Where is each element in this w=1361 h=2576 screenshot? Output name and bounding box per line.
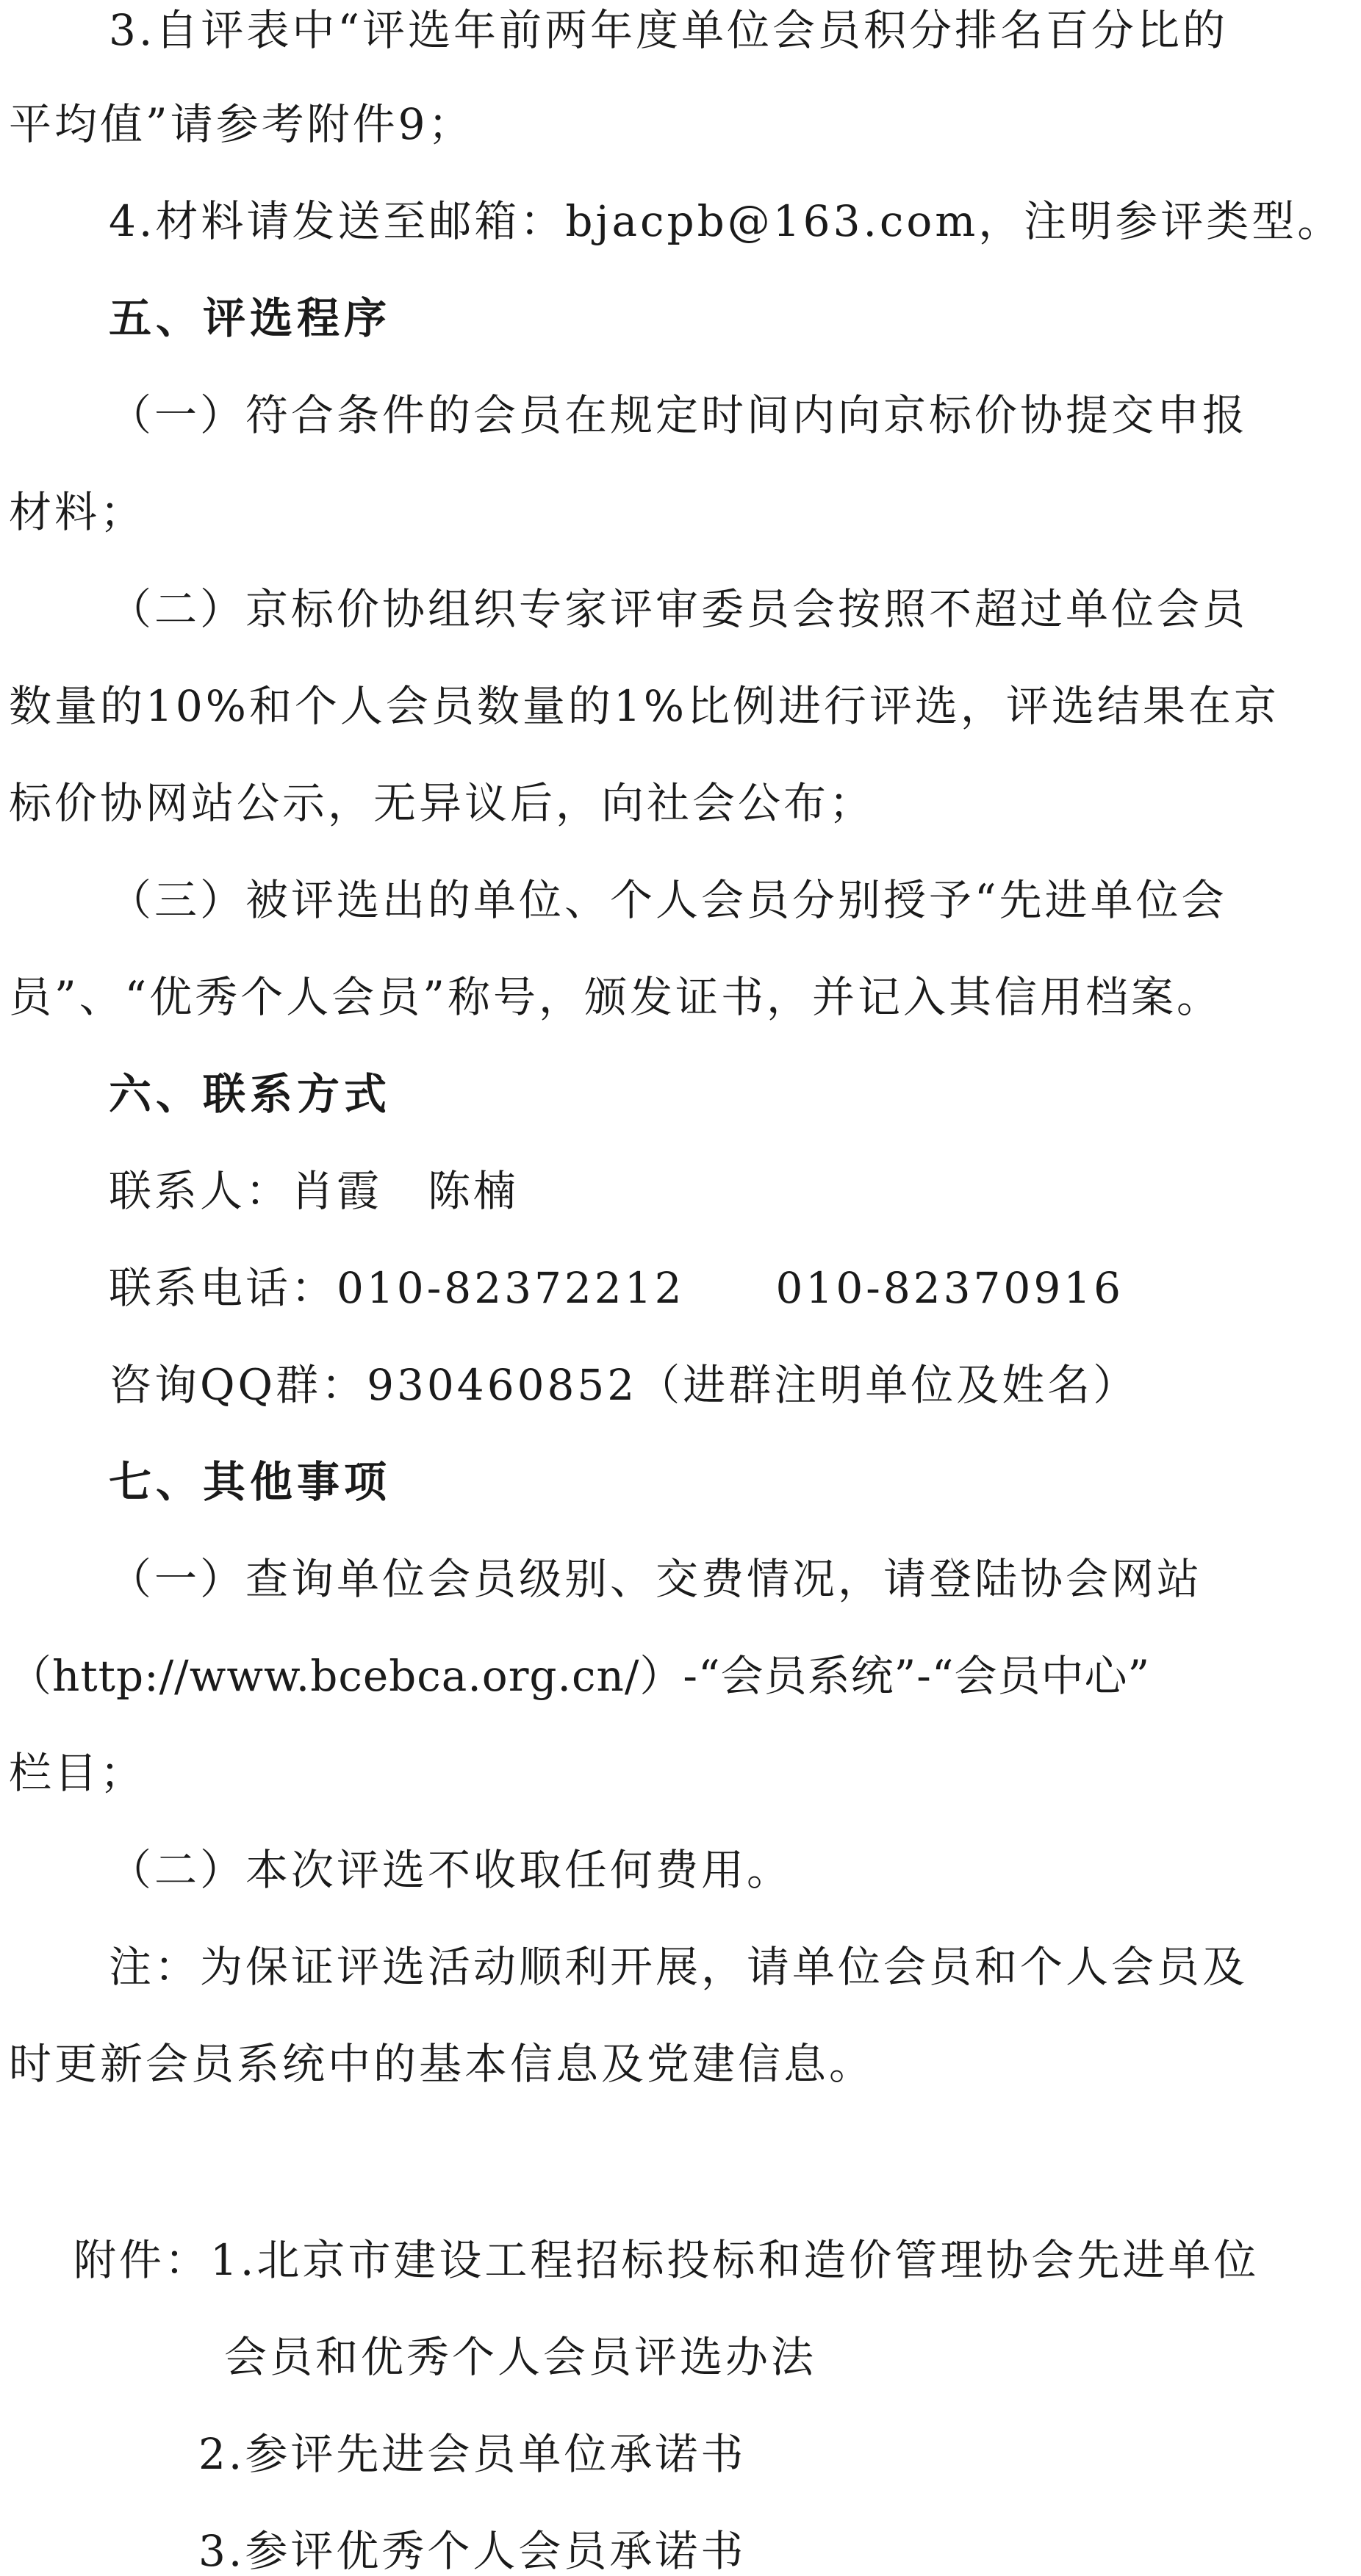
attachment-item: 2.参评先进会员单位承诺书 [198,2429,747,2479]
contact-person: 联系人：肖霞 陈楠 [109,1166,520,1216]
section-heading: 六、联系方式 [109,1069,392,1119]
website-path-line: （http://www.bcebca.org.cn/）-“会员系统”-“会员中心” [9,1651,1151,1701]
paragraph-line: 标价协网站公示，无异议后，向社会公布； [9,778,875,828]
attachment-item: 附件：1.北京市建设工程招标投标和造价管理协会先进单位 [73,2235,1260,2285]
section-heading: 五、评选程序 [109,293,392,343]
paragraph-line: （二）本次评选不收取任何费用。 [109,1845,793,1895]
paragraph-line: 数量的10%和个人会员数量的1%比例进行评选，评选结果在京 [9,681,1279,731]
paragraph-line: 栏目； [9,1748,146,1798]
note-line: 时更新会员系统中的基本信息及党建信息。 [9,2039,875,2089]
paragraph-line: （一）符合条件的会员在规定时间内向京标价协提交申报 [109,390,1249,440]
paragraph-line: （三）被评选出的单位、个人会员分别授予“先进单位会 [109,875,1227,925]
section-heading: 七、其他事项 [109,1457,392,1507]
attachment-item-continued: 会员和优秀个人会员评选办法 [224,2332,817,2382]
paragraph-line: （二）京标价协组织专家评审委员会按照不超过单位会员 [109,584,1249,634]
contact-qq-group: 咨询QQ群：930460852（进群注明单位及姓名） [109,1360,1139,1410]
paragraph-line: 员”、“优秀个人会员”称号，颁发证书，并记入其信用档案。 [9,972,1222,1022]
paragraph-line: 4.材料请发送至邮箱：bjacpb@163.com，注明参评类型。 [109,196,1343,246]
paragraph-line: （一）查询单位会员级别、交费情况，请登陆协会网站 [109,1554,1203,1604]
note-line: 注：为保证评选活动顺利开展，请单位会员和个人会员及 [109,1942,1249,1992]
attachment-item: 3.参评优秀个人会员承诺书 [198,2526,747,2576]
paragraph-line: 3.自评表中“评选年前两年度单位会员积分排名百分比的 [109,5,1228,55]
paragraph-line: 平均值”请参考附件9； [9,99,474,149]
paragraph-line: 材料； [9,487,146,537]
contact-phone: 联系电话：010-82372212 010-82370916 [109,1263,1124,1313]
